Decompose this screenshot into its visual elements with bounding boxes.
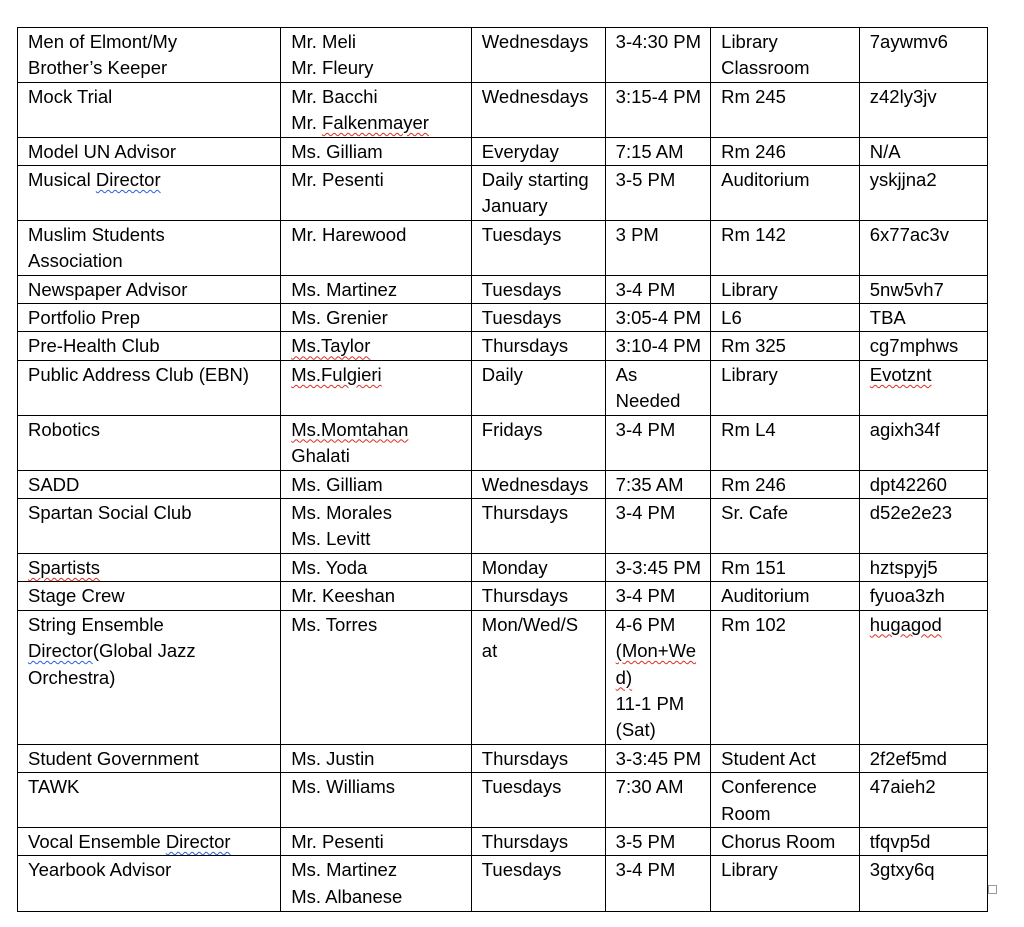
day-cell (471, 332, 605, 360)
code-text: 3gtxy6q (869, 859, 935, 881)
activity-cell (18, 415, 281, 470)
activity-text: Portfolio Prep (28, 307, 141, 329)
table-row (18, 470, 988, 498)
day-text: January (481, 195, 548, 217)
location-cell (711, 304, 860, 332)
code-text (870, 362, 978, 388)
day-text: Tuesdays (481, 223, 562, 245)
advisor-cell (281, 827, 472, 855)
activity-text: Spartan Social Club (28, 501, 192, 523)
spellcheck-flag: Spartists (28, 556, 100, 578)
code-cell (859, 332, 987, 360)
code-cell (859, 275, 987, 303)
activity-cell (18, 332, 281, 360)
location-text: Classroom (721, 57, 810, 79)
table-row (18, 275, 988, 303)
advisor-text: Ghalati (291, 445, 350, 467)
day-cell (471, 553, 605, 581)
advisor-cell (281, 415, 472, 470)
activity-cell (18, 553, 281, 581)
code-cell (859, 827, 987, 855)
location-cell (711, 773, 860, 828)
day-cell (471, 470, 605, 498)
spellcheck-flag: Ms.Fulgieri (291, 363, 382, 385)
time-cell (605, 856, 711, 912)
advisor-cell (281, 275, 472, 303)
time-text: 7:15 AM (615, 140, 684, 162)
code-text: dpt42260 (869, 473, 947, 495)
advisor-text: Ms. Justin (291, 747, 375, 769)
day-cell (471, 415, 605, 470)
location-text: Rm 151 (721, 556, 786, 578)
day-text: Wednesdays (481, 31, 589, 52)
time-text (616, 665, 702, 691)
advisor-cell (281, 332, 472, 360)
time-text: 7:30 AM (615, 776, 684, 798)
day-text: Wednesdays (481, 85, 589, 107)
activity-cell (18, 166, 281, 221)
code-cell (859, 744, 987, 772)
location-text: Rm 246 (721, 473, 786, 495)
time-cell (605, 827, 711, 855)
time-text: Needed (615, 390, 681, 412)
advisor-text (291, 362, 462, 388)
location-text: Library (721, 859, 778, 881)
location-cell (711, 582, 860, 610)
advisor-text: Ms. Grenier (291, 307, 388, 329)
activity-cell (18, 470, 281, 498)
location-text: Library (721, 363, 778, 385)
code-text: N/A (869, 140, 901, 162)
location-cell (711, 82, 860, 137)
time-cell (605, 275, 711, 303)
time-cell (605, 744, 711, 772)
location-cell (711, 415, 860, 470)
time-cell (605, 553, 711, 581)
advisor-cell (281, 82, 472, 137)
activity-cell (18, 582, 281, 610)
location-text: Library (721, 31, 778, 52)
time-text: 7:35 AM (615, 473, 684, 495)
advisor-text: Mr. Keeshan (291, 585, 396, 607)
advisor-cell (281, 553, 472, 581)
code-cell (859, 773, 987, 828)
time-cell (605, 28, 711, 83)
activity-cell (18, 304, 281, 332)
spellcheck-flag: Falkenmayer (322, 112, 429, 134)
code-text: fyuoa3zh (869, 585, 945, 607)
code-text: 2f2ef5md (869, 747, 947, 769)
code-text: 6x77ac3v (869, 223, 949, 245)
advisor-cell (281, 470, 472, 498)
location-text: Auditorium (721, 585, 810, 607)
activity-cell (18, 744, 281, 772)
code-cell (859, 137, 987, 165)
time-cell (605, 166, 711, 221)
code-cell (859, 304, 987, 332)
activity-text: Orchestra) (28, 666, 116, 688)
code-cell (859, 415, 987, 470)
day-text: Daily (481, 363, 523, 385)
day-cell (471, 773, 605, 828)
code-text: 7aywmv6 (869, 31, 948, 52)
advisor-text: Ms. Gilliam (291, 473, 383, 495)
table-row (18, 498, 988, 553)
activity-text: Public Address Club (EBN) (28, 363, 250, 385)
location-cell (711, 137, 860, 165)
activity-cell (18, 856, 281, 912)
time-cell (605, 82, 711, 137)
time-text: 3:10-4 PM (615, 335, 702, 357)
time-text: 3-4 PM (615, 859, 676, 881)
location-text: L6 (721, 307, 742, 329)
time-cell (605, 332, 711, 360)
activity-text: Newspaper Advisor (28, 278, 188, 300)
activity-text: Muslim Students (28, 223, 165, 245)
location-cell (711, 166, 860, 221)
code-text: agixh34f (869, 418, 940, 440)
day-cell (471, 744, 605, 772)
spellcheck-flag: Ms.Momtahan (291, 418, 409, 440)
location-text: Conference (721, 776, 817, 798)
activity-cell (18, 498, 281, 553)
location-text: Auditorium (721, 169, 810, 191)
advisor-text: Ms. Yoda (291, 556, 368, 578)
location-cell (711, 470, 860, 498)
day-text: Fridays (481, 418, 543, 440)
grammar-flag: Director (165, 830, 231, 852)
time-cell (605, 137, 711, 165)
advisor-cell (281, 360, 472, 415)
day-cell (471, 137, 605, 165)
code-text: TBA (869, 307, 906, 329)
time-cell (605, 220, 711, 275)
activity-text: Model UN Advisor (28, 140, 177, 162)
table-row (18, 304, 988, 332)
time-text: 3:05-4 PM (615, 307, 702, 329)
code-cell (859, 610, 987, 744)
time-text: As (615, 363, 638, 385)
activity-cell (18, 773, 281, 828)
advisor-text: Mr. Meli (291, 31, 356, 52)
time-text: 3:15-4 PM (615, 85, 702, 107)
day-text: Thursdays (481, 335, 569, 357)
time-text: 3-3:45 PM (615, 556, 702, 578)
advisor-text: Ms. Martinez (291, 859, 398, 881)
day-text: Daily starting (481, 169, 589, 191)
spellcheck-flag: Evotznt (869, 363, 932, 385)
table-row (18, 360, 988, 415)
table-row (18, 856, 988, 912)
day-text: Monday (481, 556, 548, 578)
advisor-text: Ms. Williams (291, 776, 395, 798)
activity-text: Musical Director (28, 169, 161, 191)
location-cell (711, 220, 860, 275)
code-text: yskjjna2 (869, 169, 937, 191)
table-row (18, 553, 988, 581)
day-cell (471, 275, 605, 303)
activity-cell (18, 360, 281, 415)
table-row (18, 610, 988, 744)
code-text: 47aieh2 (869, 776, 936, 798)
location-cell (711, 498, 860, 553)
activity-cell (18, 610, 281, 744)
spellcheck-flag: Ms.Taylor (291, 335, 371, 357)
day-text: Wednesdays (481, 473, 589, 495)
time-text: 3-5 PM (615, 169, 676, 191)
day-text: Tuesdays (481, 307, 562, 329)
advisor-cell (281, 610, 472, 744)
advisor-text: Mr. Pesenti (291, 830, 384, 852)
activity-text: SADD (28, 473, 80, 495)
code-cell (859, 166, 987, 221)
advisor-cell (281, 498, 472, 553)
day-text: Thursdays (481, 830, 569, 852)
table-row (18, 744, 988, 772)
time-cell (605, 773, 711, 828)
advisor-cell (281, 28, 472, 83)
club-schedule-table (17, 27, 988, 912)
advisor-text: Mr. Harewood (291, 223, 407, 245)
day-text: Thursdays (481, 585, 569, 607)
time-text: (Sat) (615, 719, 656, 741)
activity-text: Yearbook Advisor (28, 859, 172, 881)
location-text: Rm 142 (721, 223, 786, 245)
day-cell (471, 498, 605, 553)
code-text: z42ly3jv (869, 85, 937, 107)
day-cell (471, 856, 605, 912)
table-row (18, 28, 988, 83)
advisor-text: Mr. Pesenti (291, 169, 384, 191)
location-text: Sr. Cafe (721, 501, 788, 523)
table-row (18, 415, 988, 470)
location-cell (711, 744, 860, 772)
time-text: 3-4:30 PM (615, 31, 702, 52)
day-cell (471, 28, 605, 83)
location-text: Chorus Room (721, 830, 836, 852)
activity-text: String Ensemble (28, 613, 164, 635)
location-text: Rm 246 (721, 140, 786, 162)
table-row (18, 137, 988, 165)
time-text (616, 638, 702, 664)
location-cell (711, 827, 860, 855)
advisor-cell (281, 856, 472, 912)
activity-text: Men of Elmont/My (28, 31, 178, 52)
activity-text: Association (28, 250, 123, 272)
code-text: cg7mphws (869, 335, 959, 357)
time-cell (605, 304, 711, 332)
day-cell (471, 582, 605, 610)
table-row (18, 166, 988, 221)
day-cell (471, 220, 605, 275)
spellcheck-flag: hugagod (869, 613, 942, 635)
location-text: Rm 325 (721, 335, 786, 357)
advisor-text: Mr. Falkenmayer (291, 112, 429, 134)
advisor-text: Mr. Fleury (291, 57, 374, 79)
location-cell (711, 28, 860, 83)
spellcheck-flag: d) (615, 666, 633, 688)
time-text: 3-4 PM (615, 501, 676, 523)
time-cell (605, 610, 711, 744)
code-cell (859, 856, 987, 912)
time-cell (605, 582, 711, 610)
location-cell (711, 360, 860, 415)
time-text: 3 PM (615, 223, 659, 245)
activity-text: Mock Trial (28, 85, 113, 107)
time-text: 3-4 PM (615, 585, 676, 607)
day-text: Everyday (481, 140, 559, 162)
advisor-text: Ms. Torres (291, 613, 378, 635)
day-text: Mon/Wed/S (481, 613, 579, 635)
day-text: Thursdays (481, 501, 569, 523)
activity-text: Director(Global Jazz (28, 640, 196, 662)
advisor-cell (281, 220, 472, 275)
location-text: Rm 245 (721, 85, 786, 107)
advisor-text: Ms. Martinez (291, 278, 398, 300)
advisor-text: Ms. Albanese (291, 885, 403, 907)
time-cell (605, 498, 711, 553)
time-cell (605, 415, 711, 470)
location-cell (711, 275, 860, 303)
activity-cell (18, 220, 281, 275)
location-text: Rm L4 (721, 418, 776, 440)
activity-cell (18, 82, 281, 137)
activity-cell (18, 28, 281, 83)
activity-cell (18, 275, 281, 303)
location-text: Student Act (721, 747, 816, 769)
day-cell (471, 360, 605, 415)
activity-text: Brother’s Keeper (28, 57, 168, 79)
activity-text: Student Government (28, 747, 199, 769)
table-resize-handle[interactable] (988, 885, 997, 894)
code-cell (859, 553, 987, 581)
activity-cell (18, 137, 281, 165)
advisor-text (291, 417, 462, 443)
day-text: Thursdays (481, 747, 569, 769)
location-cell (711, 553, 860, 581)
time-text: 3-4 PM (615, 278, 676, 300)
code-text: 5nw5vh7 (869, 278, 944, 300)
time-text: 3-3:45 PM (615, 747, 702, 769)
activity-text: Robotics (28, 418, 100, 440)
advisor-cell (281, 773, 472, 828)
code-text (870, 612, 978, 638)
advisor-text: Mr. Bacchi (291, 85, 378, 107)
activity-text: TAWK (28, 776, 80, 798)
code-cell (859, 582, 987, 610)
activity-text: Stage Crew (28, 585, 125, 607)
location-text: Room (721, 802, 771, 824)
advisor-cell (281, 582, 472, 610)
day-text: Tuesdays (481, 776, 562, 798)
time-text: 4-6 PM (615, 613, 676, 635)
advisor-cell (281, 137, 472, 165)
advisor-text: Ms. Gilliam (291, 140, 383, 162)
location-cell (711, 856, 860, 912)
day-cell (471, 166, 605, 221)
grammar-flag: Director (28, 640, 93, 662)
activity-text: Pre-Health Club (28, 335, 160, 357)
advisor-text (291, 333, 462, 359)
code-text: d52e2e23 (869, 501, 953, 523)
day-text: at (481, 640, 498, 662)
code-text: hztspyj5 (869, 556, 938, 578)
table-row (18, 827, 988, 855)
code-cell (859, 470, 987, 498)
activity-text: Vocal Ensemble Director (28, 830, 231, 852)
table-row (18, 82, 988, 137)
table-row (18, 582, 988, 610)
table-row (18, 332, 988, 360)
location-text: Library (721, 278, 778, 300)
advisor-cell (281, 744, 472, 772)
day-cell (471, 827, 605, 855)
day-cell (471, 82, 605, 137)
time-text: 3-5 PM (615, 830, 676, 852)
advisor-text: Ms. Levitt (291, 528, 371, 550)
spellcheck-flag: (Mon+We (615, 640, 697, 662)
time-text: 11-1 PM (615, 692, 685, 714)
code-cell (859, 82, 987, 137)
code-cell (859, 28, 987, 83)
code-text: tfqvp5d (869, 830, 931, 852)
day-cell (471, 610, 605, 744)
activity-cell (18, 827, 281, 855)
code-cell (859, 360, 987, 415)
table-row (18, 773, 988, 828)
advisor-cell (281, 166, 472, 221)
table-row (18, 220, 988, 275)
location-text: Rm 102 (721, 613, 786, 635)
advisor-cell (281, 304, 472, 332)
code-cell (859, 498, 987, 553)
time-cell (605, 360, 711, 415)
code-cell (859, 220, 987, 275)
advisor-text: Ms. Morales (291, 501, 392, 523)
table-body (18, 28, 988, 912)
day-text: Tuesdays (481, 278, 562, 300)
location-cell (711, 610, 860, 744)
day-cell (471, 304, 605, 332)
time-text: 3-4 PM (615, 418, 676, 440)
time-cell (605, 470, 711, 498)
location-cell (711, 332, 860, 360)
grammar-flag: Director (95, 169, 161, 191)
activity-text (28, 555, 271, 581)
day-text: Tuesdays (481, 859, 562, 881)
